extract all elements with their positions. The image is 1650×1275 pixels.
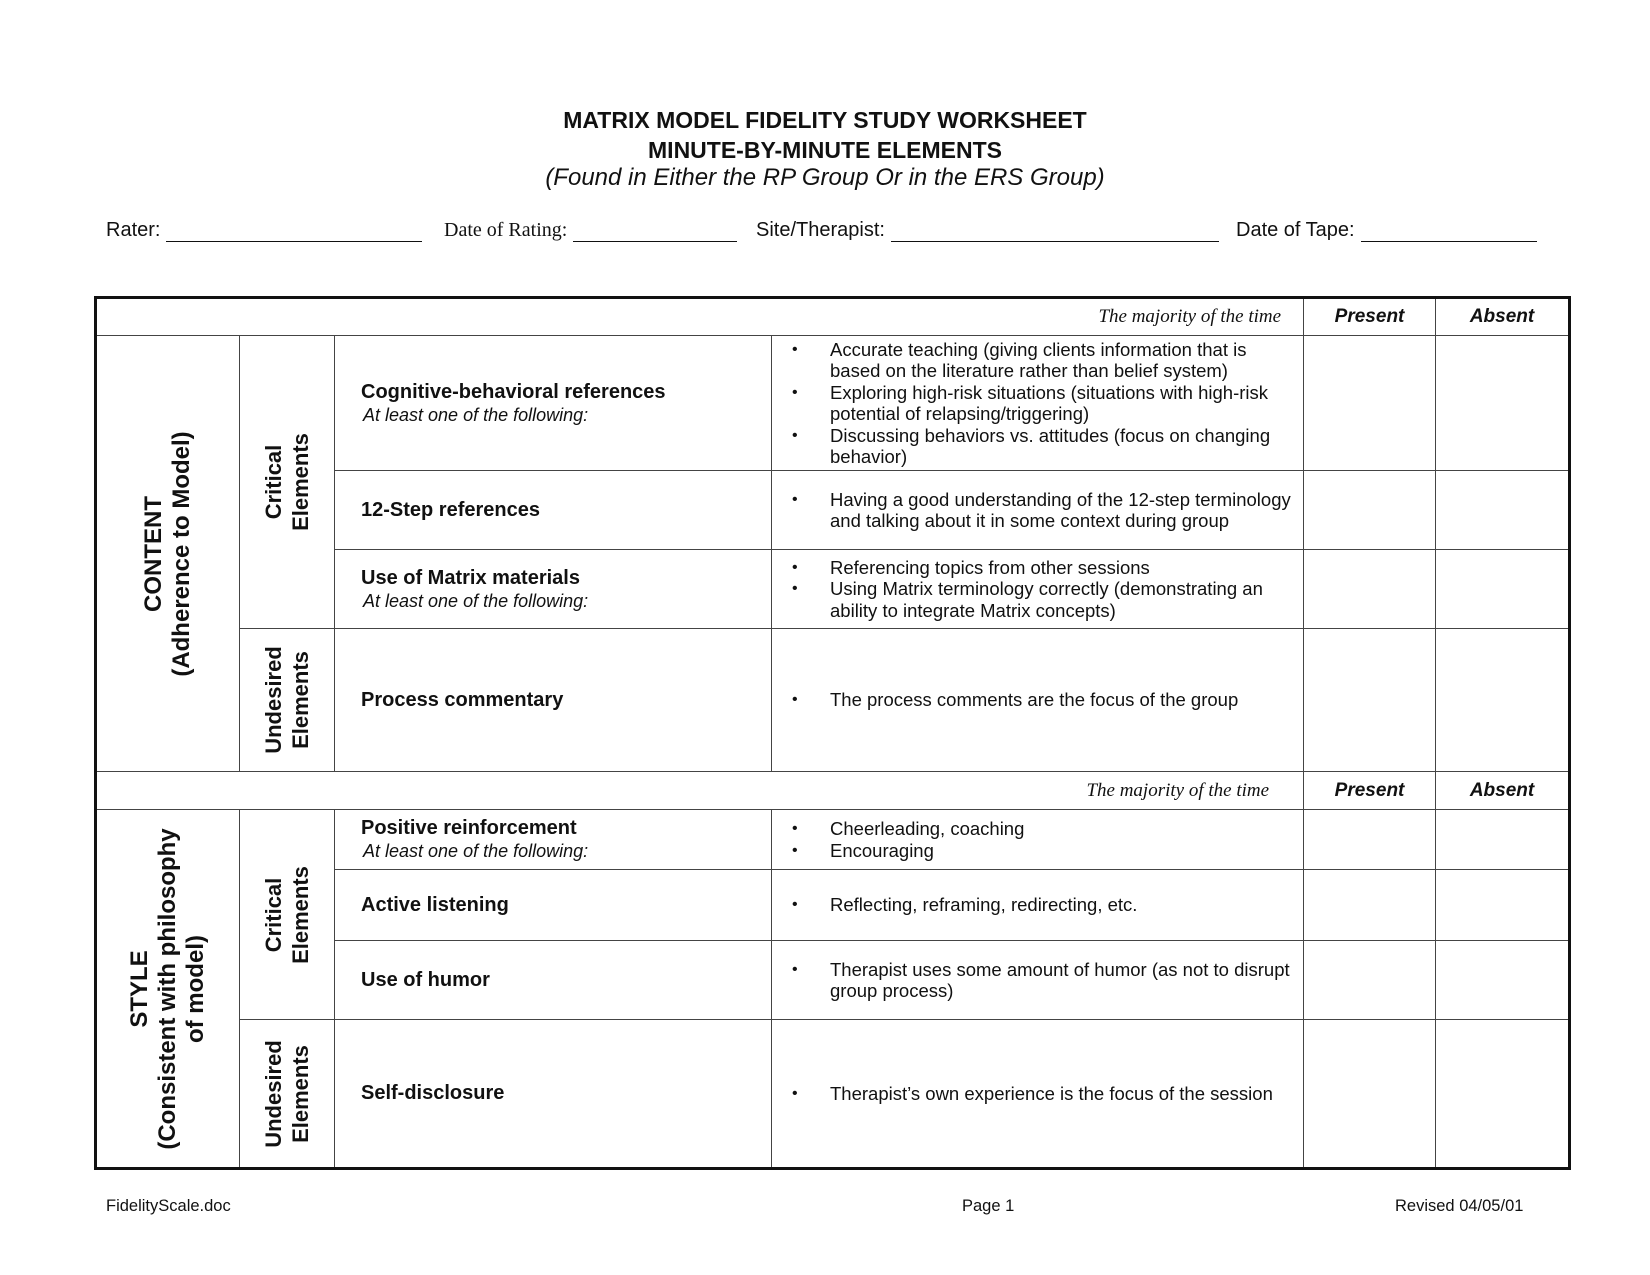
- footer-filename: FidelityScale.doc: [106, 1197, 231, 1215]
- description-cell: [772, 1020, 1304, 1169]
- absent-checkbox-cell[interactable]: [1436, 471, 1570, 550]
- absent-checkbox-cell[interactable]: [1436, 870, 1570, 941]
- site-therapist-line: [891, 221, 1219, 242]
- present-header: Present: [1304, 298, 1436, 336]
- present-checkbox-cell[interactable]: [1304, 550, 1436, 629]
- site-therapist-field[interactable]: [756, 219, 1219, 242]
- rating-fields: [106, 219, 1546, 249]
- description-cell: [772, 941, 1304, 1020]
- element-cell: Positive reinforcement At least one of the following:: [335, 810, 772, 870]
- style-critical-label: Critical Elements: [240, 810, 335, 1020]
- table-row: [96, 810, 1570, 870]
- content-section-label: [96, 336, 240, 772]
- style-label: STYLE (Consistent with philosophy of model): [126, 827, 209, 1150]
- absent-checkbox-cell[interactable]: [1436, 629, 1570, 772]
- element-cell: Use of Matrix materials At least one of the following:: [335, 550, 772, 629]
- element-cell: Active listening: [335, 870, 772, 941]
- element-cell: Use of humor: [335, 941, 772, 1020]
- footer-revised-date: Revised 04/05/01: [1395, 1197, 1524, 1215]
- present-checkbox-cell[interactable]: [1304, 629, 1436, 772]
- fidelity-table: [94, 296, 1571, 1170]
- rater-label: Rater:: [106, 219, 161, 241]
- date-of-rating-line: [573, 221, 737, 242]
- table-row: [96, 336, 1570, 471]
- description-cell: [772, 336, 1304, 471]
- list-item: • Having a good understanding of the 12-step terminology and talking about it in some context during group: [786, 489, 1297, 532]
- description-cell: [772, 629, 1304, 772]
- date-of-tape-line: [1361, 221, 1537, 242]
- rater-field[interactable]: [106, 219, 422, 242]
- majority-label: The majority of the time: [96, 298, 1304, 336]
- date-of-rating-field[interactable]: [444, 219, 737, 242]
- content-header-row: [96, 298, 1570, 336]
- list-item: • The process comments are the focus of the group: [786, 689, 1297, 711]
- list-item: • Exploring high-risk situations (situations with high-risk potential of relapsing/triggering): [786, 382, 1297, 425]
- absent-checkbox-cell[interactable]: [1436, 1020, 1570, 1169]
- description-cell: [772, 471, 1304, 550]
- style-header-row: [96, 772, 1570, 810]
- absent-header: Absent: [1436, 298, 1570, 336]
- list-item: • Reflecting, reframing, redirecting, etc.: [786, 894, 1297, 916]
- present-checkbox-cell[interactable]: [1304, 810, 1436, 870]
- list-item: • Accurate teaching (giving clients information that is based on the literature rather than belief system): [786, 339, 1297, 382]
- present-checkbox-cell[interactable]: [1304, 471, 1436, 550]
- element-cell: 12-Step references: [335, 471, 772, 550]
- list-item: • Therapist uses some amount of humor (as not to disrupt group process): [786, 959, 1297, 1002]
- present-header: Present: [1304, 772, 1436, 810]
- footer-page-number: Page 1: [962, 1197, 1015, 1215]
- content-label: CONTENT (Adherence to Model): [140, 430, 195, 677]
- absent-checkbox-cell[interactable]: [1436, 336, 1570, 471]
- absent-header: Absent: [1436, 772, 1570, 810]
- element-cell: Process commentary: [335, 629, 772, 772]
- title-line-3: (Found in Either the RP Group Or in the ERS Group): [545, 164, 1105, 191]
- date-of-tape-field[interactable]: [1236, 219, 1537, 242]
- site-therapist-label: Site/Therapist:: [756, 219, 885, 241]
- title-line-1: MATRIX MODEL FIDELITY STUDY WORKSHEET: [563, 107, 1087, 133]
- element-cell: Cognitive-behavioral references At least one of the following:: [335, 336, 772, 471]
- style-section-label: [96, 810, 240, 1169]
- list-item: • Using Matrix terminology correctly (demonstrating an ability to integrate Matrix concepts): [786, 578, 1297, 621]
- absent-checkbox-cell[interactable]: [1436, 941, 1570, 1020]
- list-item: • Therapist’s own experience is the focus of the session: [786, 1083, 1297, 1105]
- table-row: [96, 1020, 1570, 1169]
- date-of-tape-label: Date of Tape:: [1236, 219, 1355, 241]
- element-cell: Self-disclosure: [335, 1020, 772, 1169]
- list-item: • Cheerleading, coaching: [786, 818, 1297, 840]
- date-of-rating-label: Date of Rating:: [444, 219, 568, 241]
- list-item: • Discussing behaviors vs. attitudes (focus on changing behavior): [786, 425, 1297, 468]
- majority-label: The majority of the time: [96, 772, 1304, 810]
- present-checkbox-cell[interactable]: [1304, 941, 1436, 1020]
- table-row: [96, 629, 1570, 772]
- present-checkbox-cell[interactable]: [1304, 870, 1436, 941]
- style-undesired-label: Undesired Elements: [240, 1020, 335, 1169]
- list-item: • Referencing topics from other sessions: [786, 557, 1297, 579]
- rater-line: [166, 221, 422, 242]
- description-cell: [772, 870, 1304, 941]
- list-item: • Encouraging: [786, 840, 1297, 862]
- present-checkbox-cell[interactable]: [1304, 336, 1436, 471]
- content-critical-label: Critical Elements: [240, 336, 335, 629]
- title-line-2: MINUTE-BY-MINUTE ELEMENTS: [648, 137, 1002, 163]
- absent-checkbox-cell[interactable]: [1436, 550, 1570, 629]
- description-cell: [772, 810, 1304, 870]
- content-undesired-label: Undesired Elements: [240, 629, 335, 772]
- description-cell: [772, 550, 1304, 629]
- present-checkbox-cell[interactable]: [1304, 1020, 1436, 1169]
- absent-checkbox-cell[interactable]: [1436, 810, 1570, 870]
